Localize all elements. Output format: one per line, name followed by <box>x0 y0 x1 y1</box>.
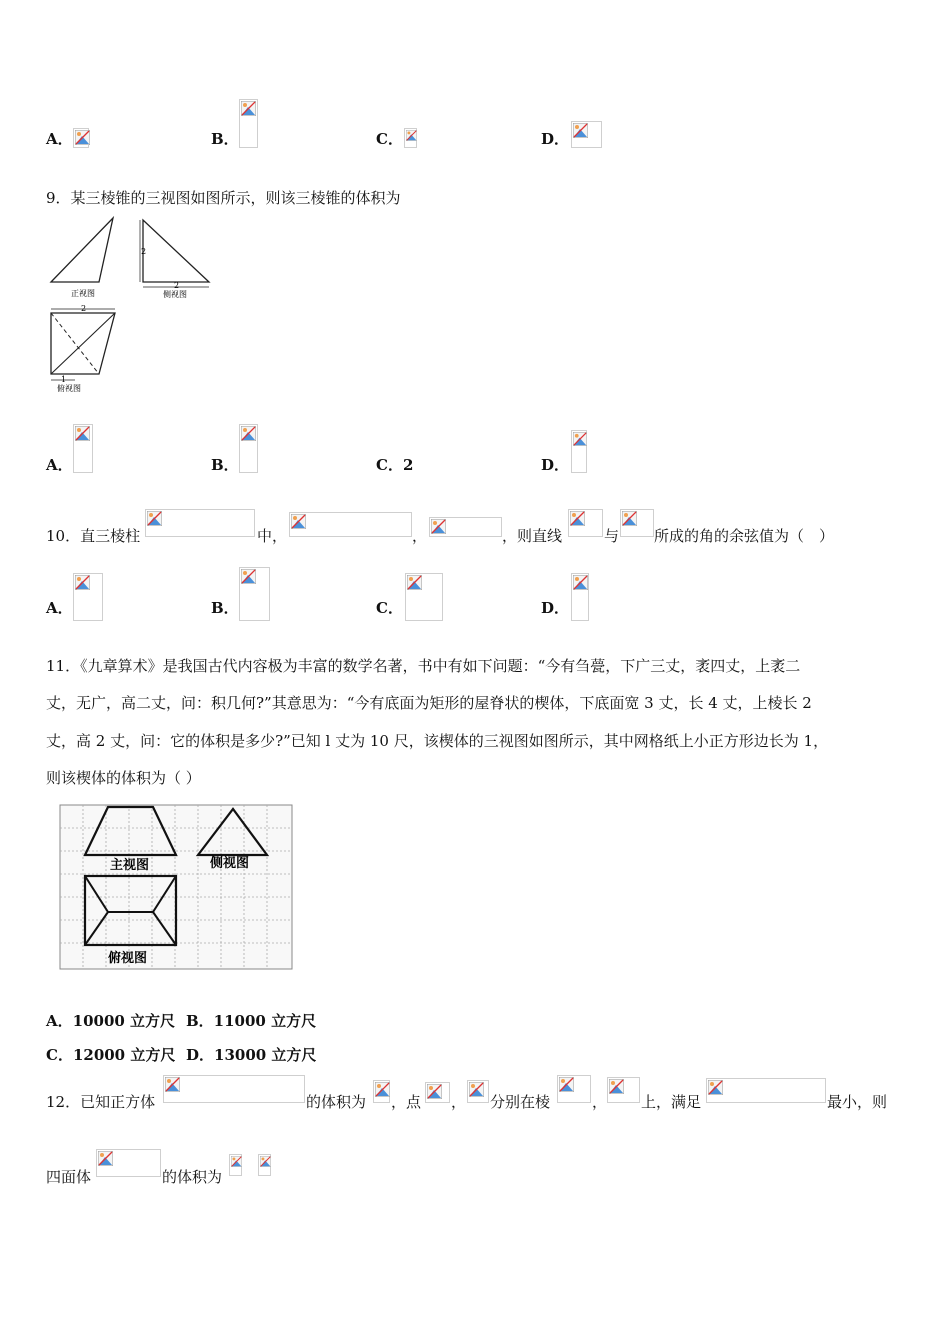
q10-option-b: B． <box>211 599 239 617</box>
formula-image <box>404 128 417 148</box>
q9-top-view-label: 俯视图 <box>57 384 81 393</box>
formula-image <box>373 1080 390 1103</box>
formula-image <box>571 430 587 473</box>
q10-text: 中， <box>257 527 288 545</box>
q9-option-d: D． <box>541 456 570 474</box>
q12-text: 最小，则 <box>827 1093 888 1111</box>
formula-image <box>571 573 589 621</box>
formula-image <box>607 1077 640 1103</box>
q9-dim-label: 2 <box>174 281 180 290</box>
formula-image <box>467 1080 489 1103</box>
q9-stem: 9．某三棱锥的三视图如图所示，则该三棱锥的体积为 <box>46 189 401 207</box>
q10-text: 所成的角的余弦值为（ ） <box>654 527 835 545</box>
q9-three-view-figure <box>45 212 220 397</box>
q8-option-b: B． <box>211 130 239 148</box>
q11-top-view-label: 俯视图 <box>108 951 148 966</box>
q11-side-view-label: 侧视图 <box>210 856 250 871</box>
q12-text: 的体积为 <box>162 1168 223 1186</box>
q12-text: ，点 <box>391 1093 422 1111</box>
formula-image <box>73 573 103 621</box>
q12-text: 上，满足 <box>641 1093 702 1111</box>
q11-stem-line: 丈，高 2 丈，问：它的体积是多少?”已知 l 丈为 10 尺，该楔体的三视图如图所示，其中网格纸上小正方形边长为 1， <box>46 732 829 750</box>
q10-option-d: D． <box>541 599 570 617</box>
q11-option-a: A．10000 立方尺 <box>46 1012 176 1030</box>
formula-image <box>258 1154 271 1176</box>
q9-dim-label: 2 <box>81 304 87 313</box>
q10-text: ，则直线 <box>502 527 563 545</box>
q9-side-view-label: 侧视图 <box>163 290 187 299</box>
q11-front-view-label: 主视图 <box>110 858 150 873</box>
formula-image <box>571 121 602 148</box>
q12-text: 的体积为 <box>306 1093 367 1111</box>
q9-dim-label: 1 <box>61 375 67 384</box>
formula-image <box>73 424 93 473</box>
formula-image <box>145 509 255 537</box>
q10-text: 与 <box>604 527 620 545</box>
q8-option-a: A． <box>46 130 73 148</box>
q9-dim-label: 2 <box>141 247 147 256</box>
q12-text: 四面体 <box>46 1168 92 1186</box>
formula-image <box>405 573 443 621</box>
q9-front-view-label: 正视图 <box>71 289 95 298</box>
q9-option-a: A． <box>46 456 73 474</box>
formula-image <box>289 512 412 537</box>
q10-text: ， <box>412 527 428 545</box>
formula-image <box>239 567 270 621</box>
q12-text: 分别在棱 <box>490 1093 551 1111</box>
q11-option-d: D．13000 立方尺 <box>186 1046 317 1064</box>
q9-option-c: C．2 <box>376 456 414 474</box>
q11-grid-three-view-figure <box>58 803 298 973</box>
formula-image <box>73 128 89 148</box>
formula-image <box>229 1154 242 1176</box>
q8-option-c: C． <box>376 130 403 148</box>
q12-stem-start: 12．已知正方体 <box>46 1093 156 1111</box>
formula-image <box>163 1075 305 1103</box>
formula-image <box>568 509 603 537</box>
q10-option-a: A． <box>46 599 73 617</box>
formula-image <box>239 99 258 148</box>
q11-stem-line: 丈，无广，高二丈，问：积几何?”其意思为：“今有底面为矩形的屋脊状的楔体，下底面宽 3 丈，长 4 丈，上棱长 2 <box>46 694 812 712</box>
q11-option-c: C．12000 立方尺 <box>46 1046 176 1064</box>
formula-image <box>96 1149 161 1177</box>
q10-stem-start: 10．直三棱柱 <box>46 527 141 545</box>
q10-option-c: C． <box>376 599 403 617</box>
q11-stem-line: 则该楔体的体积为（ ） <box>46 769 201 787</box>
formula-image <box>239 424 258 473</box>
q12-text: ， <box>592 1093 608 1111</box>
formula-image <box>620 509 654 537</box>
formula-image <box>557 1075 591 1103</box>
formula-image <box>706 1078 826 1103</box>
q12-text: ， <box>451 1093 467 1111</box>
q9-option-b: B． <box>211 456 239 474</box>
q11-option-b: B．11000 立方尺 <box>186 1012 317 1030</box>
q11-stem-line: 11．《九章算术》是我国古代内容极为丰富的数学名著，书中有如下问题：“今有刍甍，下广三丈，袤四丈，上袤二 <box>46 657 801 675</box>
formula-image <box>429 517 502 537</box>
formula-image <box>425 1082 450 1103</box>
q8-option-d: D． <box>541 130 570 148</box>
